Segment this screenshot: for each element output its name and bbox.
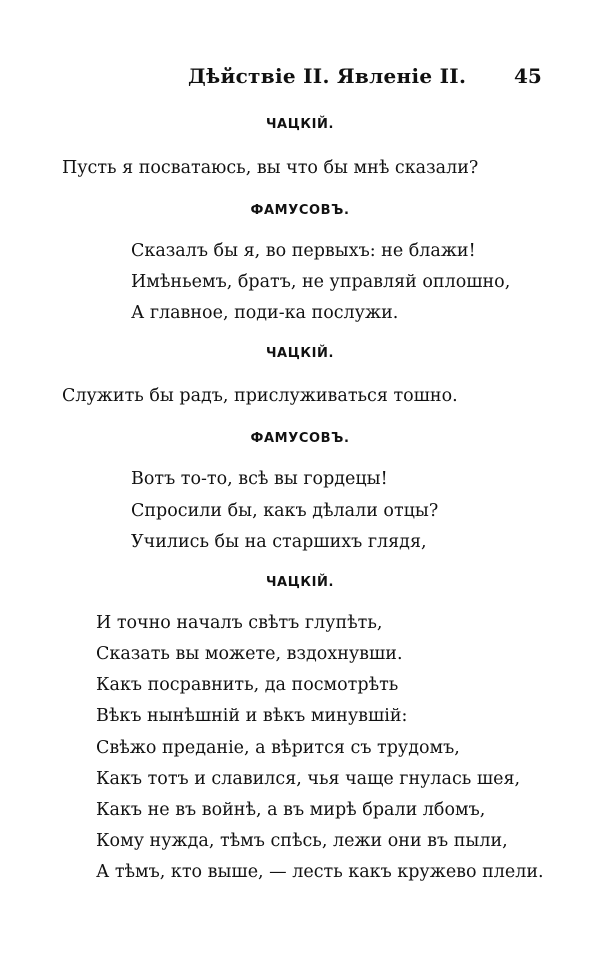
verse-line: Спросили бы, какъ дѣлали отцы? — [131, 501, 439, 521]
verse-line: Сказалъ бы я, во первыхъ: не блажи! — [131, 241, 476, 261]
running-head-title: Дѣйствіе II. Явленіе II. — [188, 64, 467, 88]
verse-line: Служить бы радъ, прислуживаться тошно. — [62, 386, 458, 406]
verse-line: Кому нужда, тѣмъ спѣсь, лежи они въ пыли, — [96, 831, 508, 851]
verse-line: Имѣньемъ, братъ, не управляй оплошно, — [131, 272, 511, 292]
verse-line: А тѣмъ, кто выше, — лесть какъ кружево плели. — [96, 862, 544, 882]
running-head — [0, 64, 600, 94]
speaker-chatsky: ЧАЦКІЙ. — [265, 117, 335, 132]
verse-line: Какъ не въ войнѣ, а въ мирѣ брали лбомъ, — [96, 800, 486, 820]
verse-line: А главное, поди-ка послужи. — [131, 303, 399, 323]
speaker-famusov: ФАМУСОВЪ. — [250, 203, 350, 218]
speaker-chatsky: ЧАЦКІЙ. — [265, 346, 335, 361]
verse-line: Учились бы на старшихъ глядя, — [131, 532, 427, 552]
verse-line: Сказать вы можете, вздохнувши. — [96, 644, 403, 664]
speaker-famusov: ФАМУСОВЪ. — [250, 431, 350, 446]
verse-line: Свѣжо преданіе, а вѣрится съ трудомъ, — [96, 738, 460, 758]
verse-line: Вѣкъ нынѣшній и вѣкъ минувшій: — [96, 706, 408, 726]
page-number: 45 — [514, 64, 542, 88]
verse-line: Какъ тотъ и славился, чья чаще гнулась шея, — [96, 769, 521, 789]
speaker-chatsky: ЧАЦКІЙ. — [265, 575, 335, 590]
verse-line: Какъ посравнить, да посмотрѣть — [96, 675, 399, 695]
verse-line: Вотъ то-то, всѣ вы гордецы! — [131, 469, 388, 489]
verse-line: И точно началъ свѣтъ глупѣть, — [96, 613, 383, 633]
verse-line: Пусть я посватаюсь, вы что бы мнѣ сказали? — [62, 158, 479, 178]
